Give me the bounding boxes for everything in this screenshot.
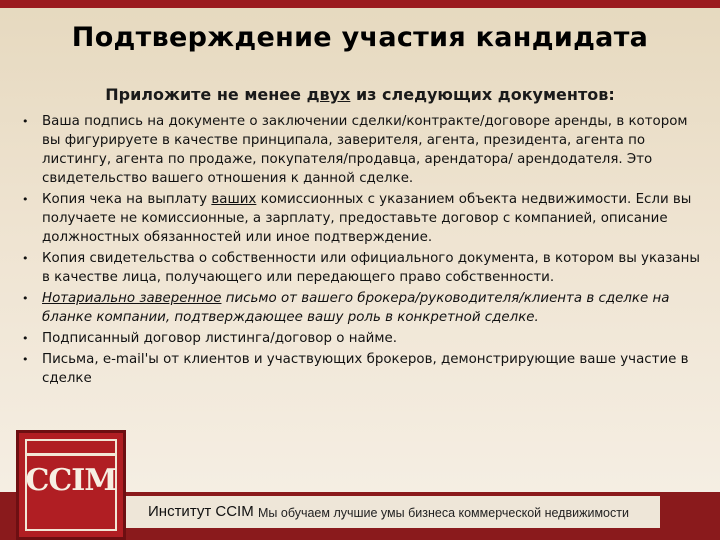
item-underlined: ваших <box>211 192 257 207</box>
bullet-icon: • <box>22 332 29 345</box>
logo-bar <box>27 453 115 456</box>
item-text: Ваша подпись на документе о заключении сделки/контракте/договоре аренды, в котором вы фигурируете в качестве принципала, заверителя, агента, президента, агента по листингу, агента по продаже, покупателя/продавца, арендатора/ арендодателя. Это свидетельство вашего отношения к данной сделке. <box>42 114 688 186</box>
bullet-icon: • <box>22 292 29 305</box>
item-underlined: Нотариально заверенное <box>42 291 222 306</box>
ccim-logo <box>16 430 126 540</box>
list-item <box>22 329 702 348</box>
document-list <box>22 112 702 390</box>
item-text: Копия чека на выплату <box>42 192 212 207</box>
bullet-icon: • <box>22 193 29 206</box>
bullet-icon: • <box>22 252 29 265</box>
footer-tagline: Мы обучаем лучшие умы бизнеса коммерческой недвижимости <box>258 506 629 520</box>
list-item <box>22 289 702 327</box>
item-text: Копия свидетельства о собственности или официального документа, в котором вы указаны в качестве лица, получающего или передающего право собственности. <box>42 251 700 285</box>
subtitle-part2: из следующих документов: <box>350 85 615 104</box>
list-item <box>22 190 702 247</box>
item-text: письмо от вашего брокера/руководителя/клиента в сделке на бланке компании, подтверждающее вашу роль в конкретной сделке. <box>42 291 670 325</box>
footer-institute: Институт CCIM <box>148 503 254 520</box>
top-accent-bar <box>0 0 720 8</box>
subtitle-part1: Приложите не менее <box>105 85 307 104</box>
item-text: Подписанный договор листинга/договор о найме. <box>42 331 397 346</box>
subtitle <box>0 85 720 104</box>
bullet-icon: • <box>22 353 29 366</box>
bullet-icon: • <box>22 115 29 128</box>
subtitle-underlined: двух <box>306 85 351 104</box>
item-text: Письма, e-mail'ы от клиентов и участвующих брокеров, демонстрирующие ваше участие в сделке <box>42 352 689 386</box>
logo-text: CCIM <box>25 463 117 498</box>
page-title: Подтверждение участия кандидата <box>71 22 649 53</box>
list-item <box>22 350 702 388</box>
list-item <box>22 249 702 287</box>
item-text: комиссионных с указанием объекта недвижимости. Если вы получаете не комиссионные, а зарплату, предоставьте договор с компанией, описание должностных обязанностей или иное подтверждение. <box>42 192 692 245</box>
list-item <box>22 112 702 188</box>
